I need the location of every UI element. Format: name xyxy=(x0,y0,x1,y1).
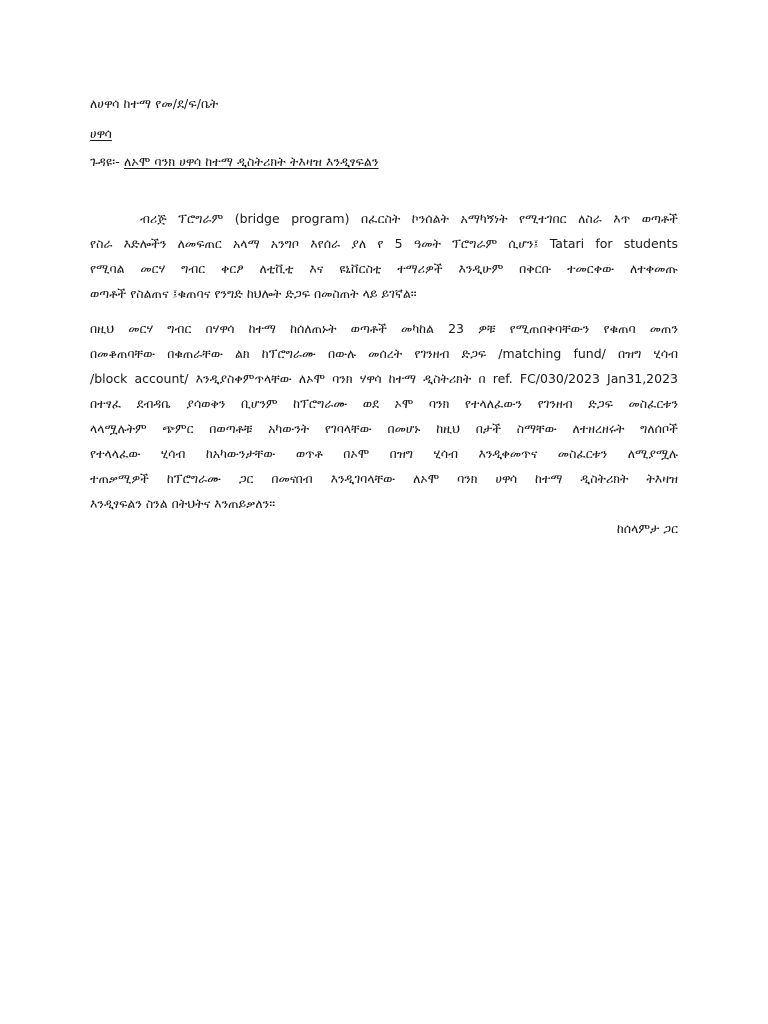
paragraph-2-line: ተጠቃሚዎች ከፕሮግራሙ ጋር በመናበብ እንዲገባላቸው ለኦሞ ባንክ ሀዋሳ ከተማ ዲስትሪክት ትእዛዝ xyxy=(90,471,678,486)
paragraph-1-line: ብሪጅ ፕሮግራም (bridge program) በፈርስት ኮንሰልት አማካኝነት የሚተገበር ለስራ እጥ ወጣቶች xyxy=(140,211,678,226)
closing-salutation: ከሰላምታ ጋር xyxy=(616,521,678,536)
recipient-line: ለሀዋሳ ከተማ የመ/ደ/ፍ/ቤት xyxy=(90,96,219,111)
paragraph-2-line: በዚህ መርሃ ግብር በሃዋሳ ከተማ ከሰለጠኑት ወጣቶች መካከል 23 ዎቹ የሚጠበቅባቸውን የቁጠባ መጠን xyxy=(90,321,678,336)
paragraph-2-line: እንዲፃፍልን ስንል በትህትና እንጠይቃለን። xyxy=(90,496,276,511)
paragraph-2-line: /block account/ እንዲያስቀምጥላቸው ለኦሞ ባንክ ሃዋሳ ከተማ ዲስትሪክት በ ref. FC/030/2023 Jan31,2023 xyxy=(90,371,678,386)
paragraph-1-line: ወጣቶች የስልጠና ፤ቁጠባና የንግድ ከህሎት ድጋፍ በመስጠት ላይ ይገኛል። xyxy=(90,286,417,301)
paragraph-2 xyxy=(90,316,678,516)
paragraph-2-line: የተላላፈው ሂሳብ ከአካውንታቸው ወጥቶ በኦሞ በዝግ ሂሳብ እንዲቀመጥና መስፈርቱን ለሚያሟሉ xyxy=(90,446,678,461)
subject-label: ጉዳዩ፡- xyxy=(90,154,120,169)
paragraph-2-line: በተፃፈ ደብዳቤ ያሳወቅን ቢሆንም ከፕሮግራሙ ወደ ኦሞ ባንክ የተላለፈውን የገንዘብ ድጋፍ መስፈርቱን xyxy=(90,396,678,411)
paragraph-2-line: ላላሟሉትም ጭምር በወጣቶቹ አካውንት የገባላቸው በመሆኑ ከዚህ በታች ስማቸው ለተዘረዘሩት ግለሰቦች xyxy=(90,421,678,436)
paragraph-1-line: የሚባል መርሃ ግብር ቀርፆ ለቲቪቲ እና ዩኒቨርስቲ ተማሪዎች እንዲሁም በቅርቡ ተመርቀው ለተቀመጡ xyxy=(90,261,678,276)
paragraph-1 xyxy=(90,206,678,306)
subject-text: ለኦሞ ባንክ ሀዋሳ ከተማ ዲስትሪክት ትእዛዝ እንዲፃፍልን xyxy=(123,154,379,169)
paragraph-2-line: በመቆጠባቸው በቁጠራቸው ልክ ከፕሮግራሙ በውሉ መሰረት የገንዘብ ድጋፍ /matching fund/ በዝግ ሂሳብ xyxy=(90,346,678,361)
paragraph-1-line: የስራ እድሎችን ለመፍጠር አላማ አንግቦ እየሰራ ያለ የ 5 ዓመት ፕሮግራም ሲሆን፤ Tatari for students xyxy=(90,236,678,251)
city-heading: ሀዋሳ xyxy=(90,126,112,141)
subject-line xyxy=(90,154,379,170)
